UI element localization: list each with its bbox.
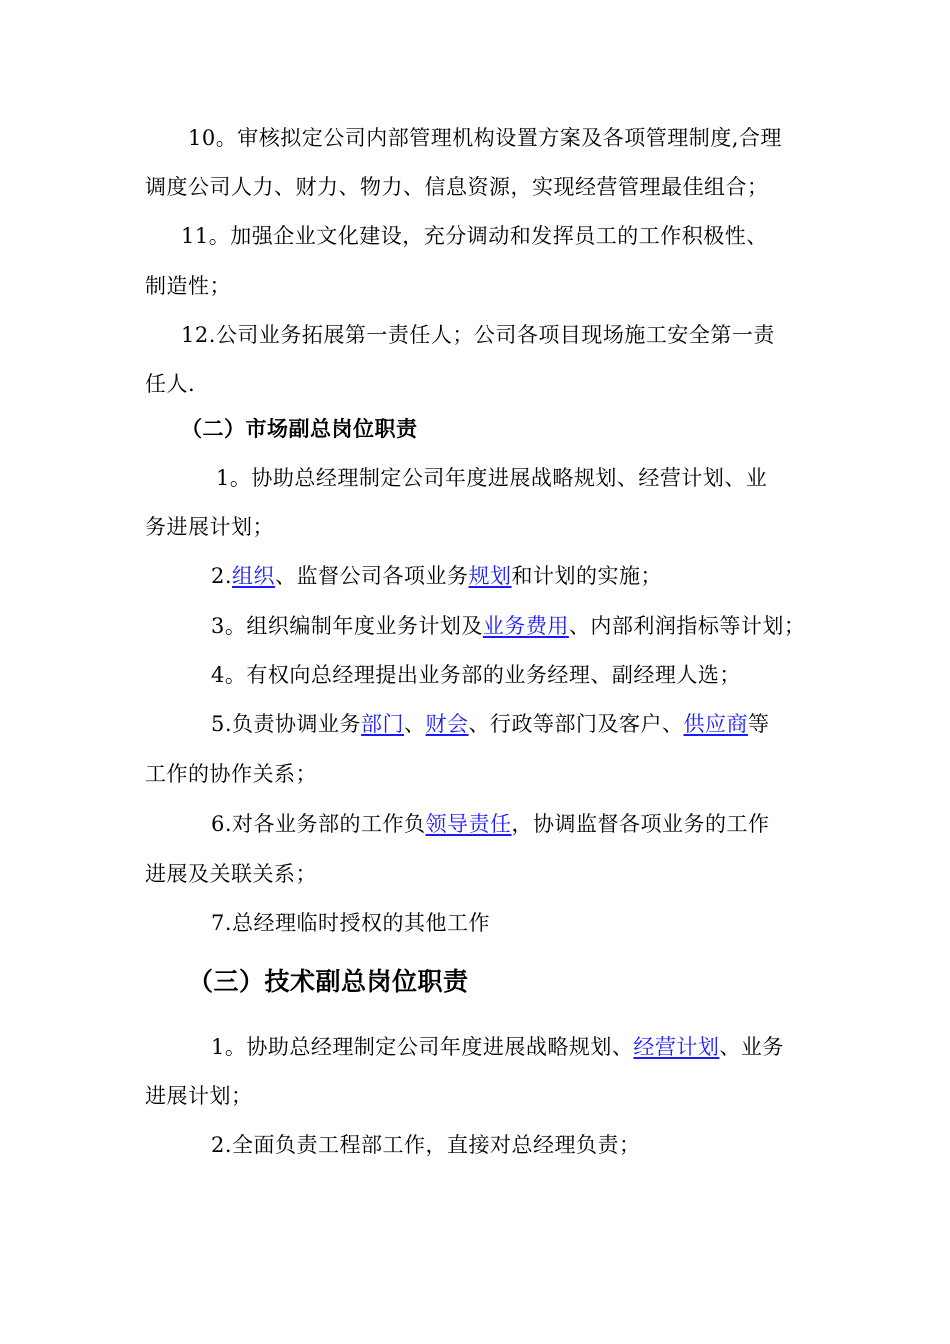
section-2-item-5-line-1 bbox=[211, 710, 770, 738]
link-accounting[interactable]: 财会 bbox=[425, 712, 469, 736]
section-2-item-6-line-1 bbox=[211, 810, 770, 838]
item-5-text-a: 5.负责协调业务 bbox=[211, 712, 362, 736]
item-5-text-d: 等 bbox=[748, 712, 770, 736]
link-planning[interactable]: 规划 bbox=[468, 564, 512, 588]
item-2-number: 2. bbox=[211, 564, 233, 588]
item-5-text-c: 、行政等部门及客户、 bbox=[468, 712, 684, 736]
item-3-text-b: 、内部利润指标等计划； bbox=[568, 614, 806, 638]
section-2-item-3 bbox=[211, 612, 805, 640]
paragraph-12-line-2: 任人. bbox=[145, 372, 196, 396]
item-2-text-b: 和计划的实施； bbox=[511, 564, 663, 588]
item-3-text-a: 3。组织编制年度业务计划及 bbox=[211, 614, 483, 638]
item-6-text-b: ，协调监督各项业务的工作 bbox=[511, 812, 770, 836]
paragraph-11-line-2: 制造性； bbox=[145, 274, 231, 298]
item-6-text-a: 6.对各业务部的工作负 bbox=[211, 812, 426, 836]
section-2-item-5-line-2: 工作的协作关系； bbox=[145, 762, 317, 786]
section-3-item-1-line-1 bbox=[211, 1033, 784, 1061]
s3-item-1-text-a: 1。协助总经理制定公司年度进展战略规划、 bbox=[211, 1035, 634, 1059]
link-department[interactable]: 部门 bbox=[361, 712, 405, 736]
link-supplier[interactable]: 供应商 bbox=[683, 712, 749, 736]
item-5-text-b: 、 bbox=[404, 712, 426, 736]
section-2-item-1-line-1: 1。协助总经理制定公司年度进展战略规划、经营计划、业 bbox=[216, 466, 768, 490]
section-2-item-1-line-2: 务进展计划； bbox=[145, 515, 274, 539]
paragraph-12-line-1: 12.公司业务拓展第一责任人；公司各项目现场施工安全第一责 bbox=[181, 323, 775, 347]
section-2-item-6-line-2: 进展及关联关系； bbox=[145, 862, 317, 886]
section-3-item-2: 2.全面负责工程部工作，直接对总经理负责； bbox=[211, 1133, 641, 1157]
section-2-item-2 bbox=[211, 562, 662, 590]
paragraph-10-line-2: 调度公司人力、财力、物力、信息资源，实现经营管理最佳组合； bbox=[145, 175, 769, 199]
paragraph-11-line-1: 11。加强企业文化建设，充分调动和发挥员工的工作积极性、 bbox=[181, 224, 768, 248]
link-business-expenses[interactable]: 业务费用 bbox=[482, 614, 569, 638]
section-2-item-4: 4。有权向总经理提出业务部的业务经理、副经理人选； bbox=[211, 663, 741, 687]
link-business-plan[interactable]: 经营计划 bbox=[633, 1035, 720, 1059]
item-2-text-a: 、监督公司各项业务 bbox=[275, 564, 469, 588]
link-leadership-responsibility[interactable]: 领导责任 bbox=[425, 812, 512, 836]
section-2-heading: （二）市场副总岗位职责 bbox=[181, 417, 418, 441]
link-organize[interactable]: 组织 bbox=[232, 564, 276, 588]
section-2-item-7: 7.总经理临时授权的其他工作 bbox=[211, 911, 491, 935]
section-3-heading: （三）技术副总岗位职责 bbox=[188, 967, 469, 996]
s3-item-1-text-b: 、业务 bbox=[719, 1035, 784, 1059]
section-3-item-1-line-2: 进展计划； bbox=[145, 1084, 253, 1108]
paragraph-10-line-1: 10。审核拟定公司内部管理机构设置方案及各项管理制度,合理 bbox=[188, 126, 782, 150]
